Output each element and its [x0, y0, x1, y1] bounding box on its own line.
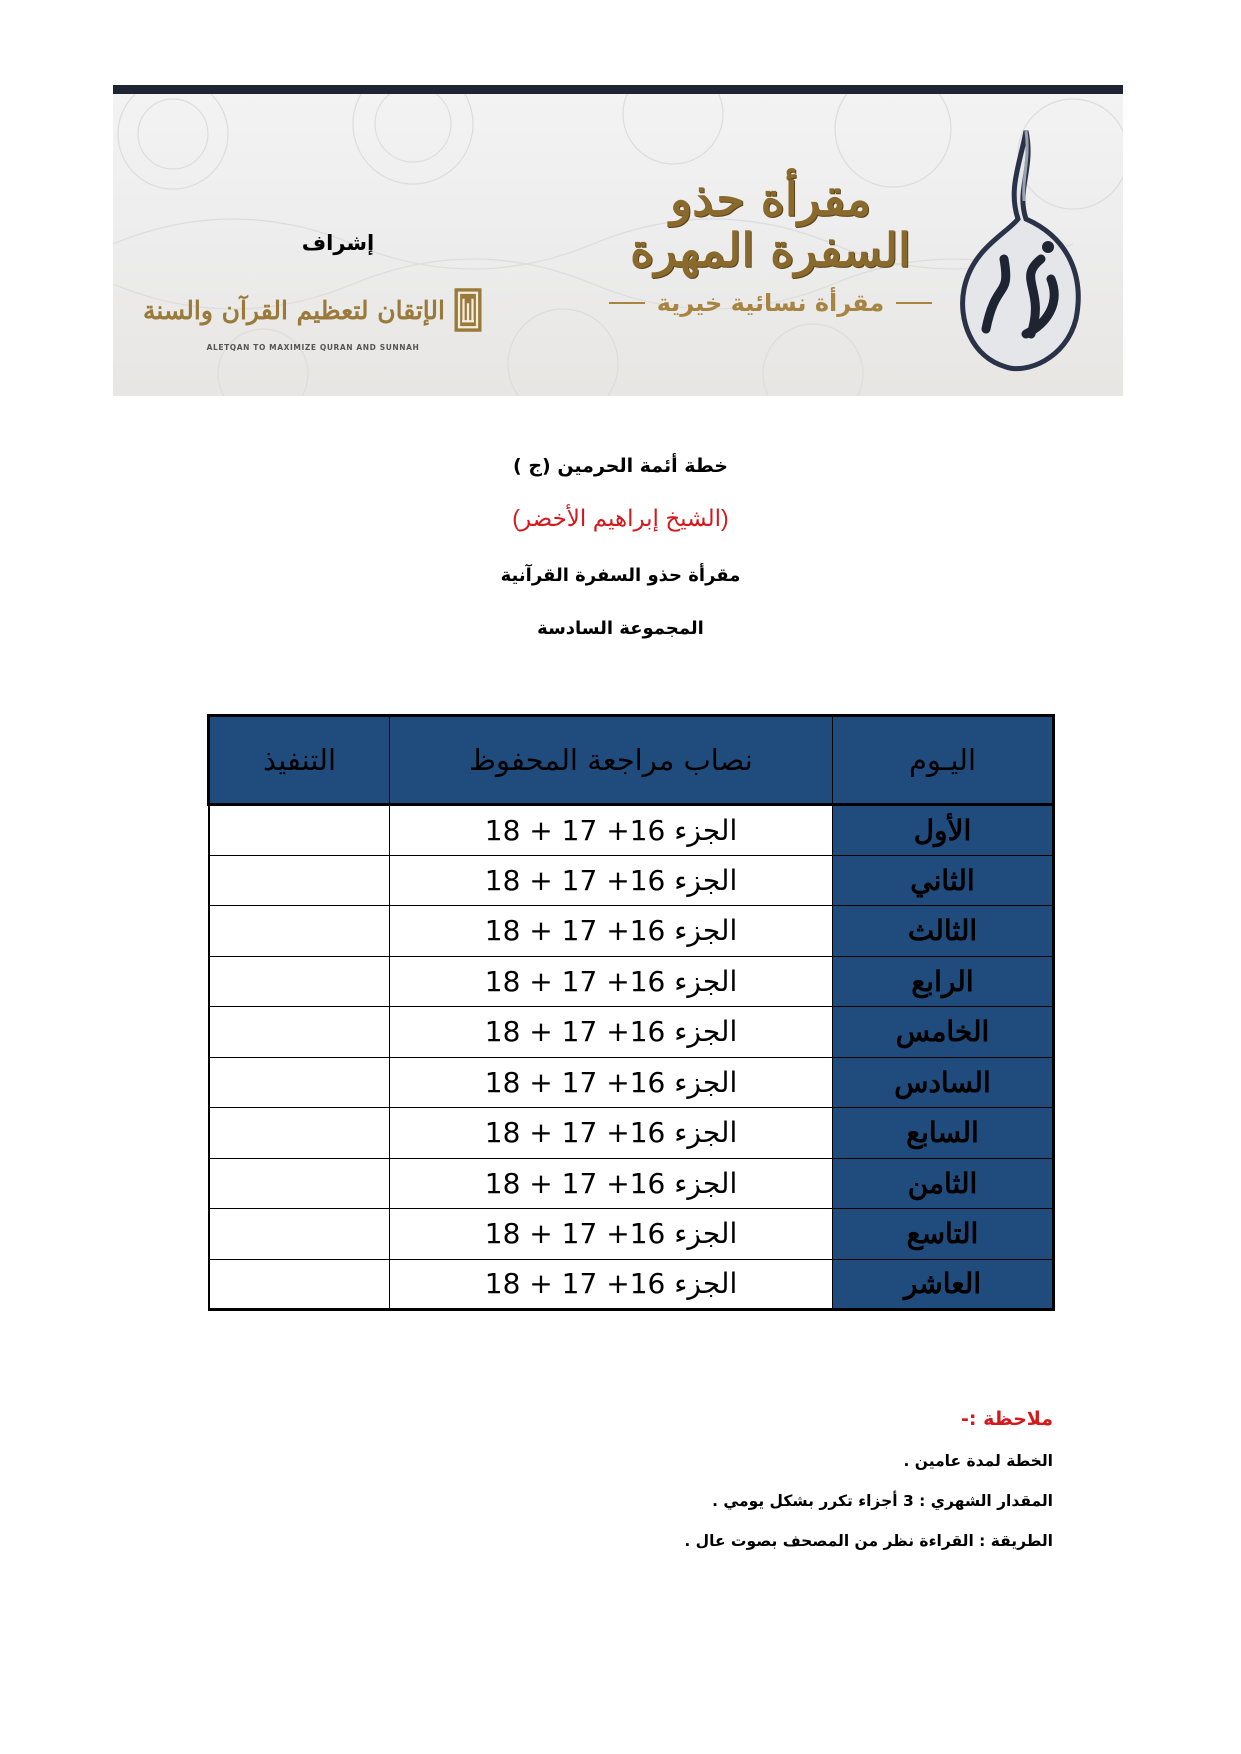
table-header-row — [209, 716, 1054, 805]
sponsor-mark-icon — [453, 279, 483, 341]
day-cell: الأول — [833, 805, 1054, 856]
table-row — [209, 956, 1054, 1007]
table-row — [209, 906, 1054, 957]
portion-cell: الجزء 16+ 17 + 18 — [390, 1209, 833, 1260]
plan-title: خطة أئمة الحرمين (ج ) — [513, 455, 728, 477]
notes-title: ملاحظة :- — [960, 1408, 1053, 1430]
day-cell: التاسع — [833, 1209, 1054, 1260]
day-cell: الثامن — [833, 1158, 1054, 1209]
brand-logo-drop — [956, 129, 1086, 374]
done-cell[interactable] — [209, 1057, 390, 1108]
group-name: المجموعة السادسة — [537, 618, 704, 639]
done-cell[interactable] — [209, 1007, 390, 1058]
header-portion: نصاب مراجعة المحفوظ — [390, 716, 833, 805]
portion-cell: الجزء 16+ 17 + 18 — [390, 1057, 833, 1108]
day-cell: السابع — [833, 1108, 1054, 1159]
review-plan-table — [207, 714, 1055, 1311]
circle-name: مقرأة حذو السفرة القرآنية — [500, 565, 741, 586]
done-cell[interactable] — [209, 956, 390, 1007]
portion-cell: الجزء 16+ 17 + 18 — [390, 855, 833, 906]
sponsor-logo — [143, 279, 483, 352]
header-done: التنفيذ — [209, 716, 390, 805]
day-cell: الثاني — [833, 855, 1054, 906]
portion-cell: الجزء 16+ 17 + 18 — [390, 956, 833, 1007]
done-cell[interactable] — [209, 1108, 390, 1159]
portion-cell: الجزء 16+ 17 + 18 — [390, 805, 833, 856]
done-cell[interactable] — [209, 855, 390, 906]
brand-title: مقرأة حذو السفرة المهرة — [630, 172, 911, 277]
sheikh-name: (الشيخ إبراهيم الأخضر) — [512, 505, 729, 531]
table-row — [209, 1158, 1054, 1209]
notes-section — [684, 1408, 1053, 1572]
table-row — [209, 1057, 1054, 1108]
table-row — [209, 1108, 1054, 1159]
done-cell[interactable] — [209, 805, 390, 856]
divider-dash — [609, 302, 645, 304]
note-monthly-amount: المقدار الشهري : 3 أجزاء تكرر بشكل يومي . — [712, 1492, 1053, 1510]
brand-subtitle: مقرأة نسائية خيرية — [656, 289, 885, 318]
portion-cell: الجزء 16+ 17 + 18 — [390, 1007, 833, 1058]
day-cell: السادس — [833, 1057, 1054, 1108]
day-cell: الثالث — [833, 906, 1054, 957]
day-cell: الرابع — [833, 956, 1054, 1007]
done-cell[interactable] — [209, 1158, 390, 1209]
table-row — [209, 1259, 1054, 1310]
header-banner — [113, 94, 1123, 396]
header-day: اليـوم — [833, 716, 1054, 805]
table-row — [209, 805, 1054, 856]
sponsor-name: الإتقان لتعظيم القرآن والسنة — [143, 295, 445, 325]
done-cell[interactable] — [209, 1209, 390, 1260]
supervision-label: إشراف — [301, 231, 375, 255]
done-cell[interactable] — [209, 906, 390, 957]
done-cell[interactable] — [209, 1259, 390, 1310]
day-cell: الخامس — [833, 1007, 1054, 1058]
brand-subtitle-row — [593, 289, 948, 317]
note-method: الطريقة : القراءة نظر من المصحف بصوت عال . — [684, 1532, 1053, 1550]
table-row — [209, 1209, 1054, 1260]
portion-cell: الجزء 16+ 17 + 18 — [390, 1259, 833, 1310]
note-duration: الخطة لمدة عامين . — [903, 1452, 1053, 1470]
portion-cell: الجزء 16+ 17 + 18 — [390, 906, 833, 957]
day-cell: العاشر — [833, 1259, 1054, 1310]
table-row — [209, 1007, 1054, 1058]
divider-dash — [896, 302, 932, 304]
brand-block — [593, 174, 948, 317]
banner-top-bar — [113, 85, 1123, 94]
sponsor-name-en: ALETQAN TO MAXIMIZE QURAN AND SUNNAH — [206, 343, 420, 352]
portion-cell: الجزء 16+ 17 + 18 — [390, 1108, 833, 1159]
table-row — [209, 855, 1054, 906]
portion-cell: الجزء 16+ 17 + 18 — [390, 1158, 833, 1209]
